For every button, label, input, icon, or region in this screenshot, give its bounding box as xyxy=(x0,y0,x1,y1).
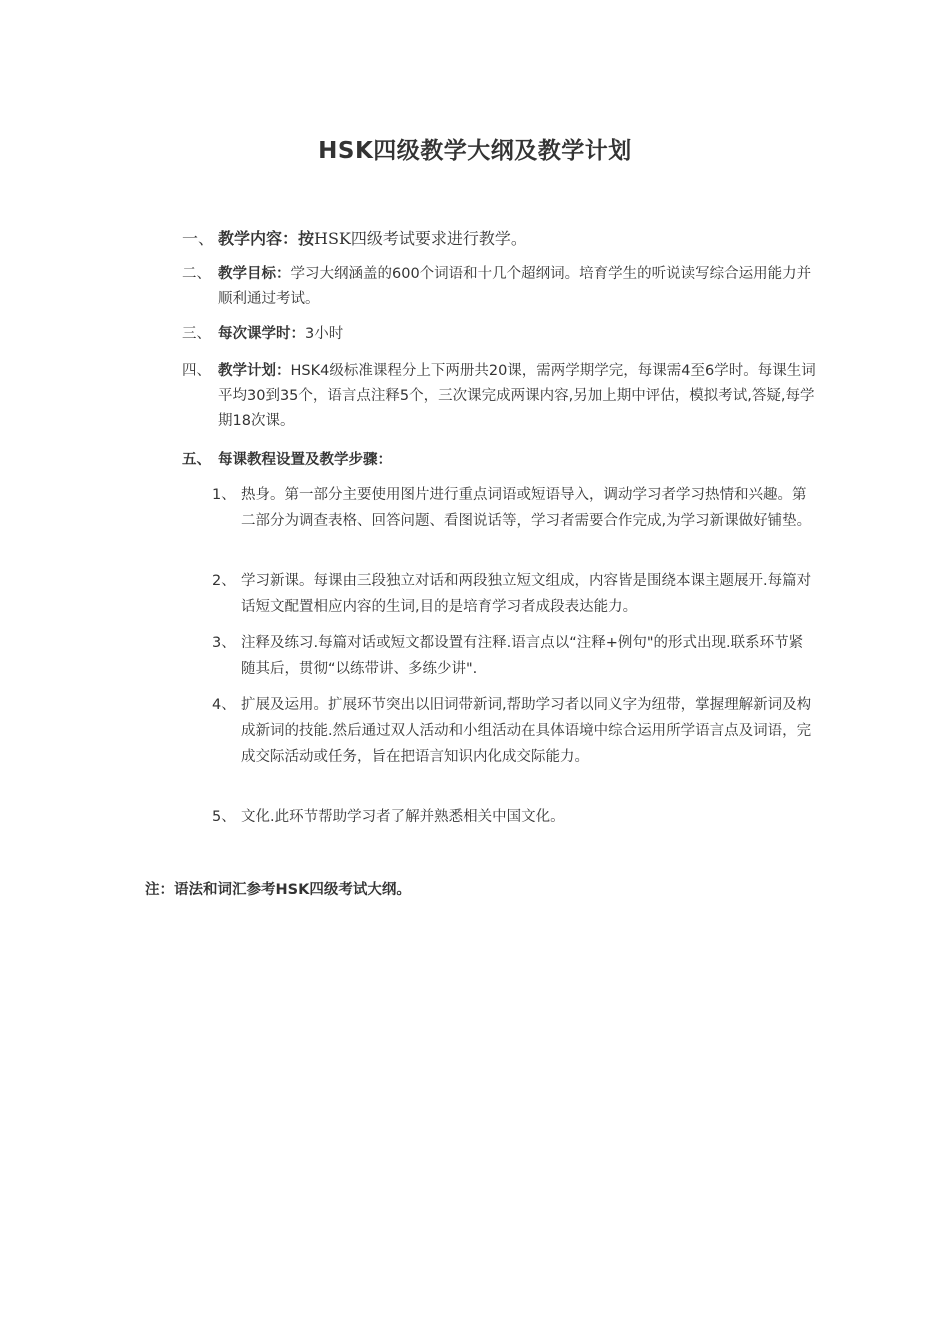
section-label: 每次课学时： xyxy=(218,326,305,342)
section-number: 五、 xyxy=(182,452,211,468)
step-number: 4、 xyxy=(212,697,236,713)
step-item-warmup xyxy=(212,482,812,534)
step-text: 扩展及运用。扩展环节突出以旧词带新词,帮助学习者以同义字为纽带，掌握理解新词及构成新词的技能.然后通过双人活动和小组活动在具体语境中综合运用所学语言点及词语，完成交际活动或任务，旨在把语言知识内化成交际能力。 xyxy=(241,697,812,765)
step-item-new-lesson xyxy=(212,568,812,620)
section-label: 教学目标： xyxy=(218,266,291,282)
step-number: 3、 xyxy=(212,635,236,651)
section-text: HSK4级标准课程分上下两册共20课，需两学期学完，每课需4至6学时。每课生词平均30到35个，语言点注释5个，三次课完成两课内容,另加上期中评估，模拟考试,答疑,每学期18次课。 xyxy=(218,363,816,429)
section-text: HSK四级考试要求进行教学。 xyxy=(314,229,527,248)
section-text: 3小时 xyxy=(305,326,344,342)
step-text: 学习新课。每课由三段独立对话和两段独立短文组成，内容皆是围绕本课主题展开.每篇对话短文配置相应内容的生词,目的是培育学习者成段表达能力。 xyxy=(241,573,812,615)
section-text: 学习大纲涵盖的600个词语和十几个超纲词。培育学生的听说读写综合运用能力并顺利通过考试。 xyxy=(218,266,812,307)
step-text: 文化.此环节帮助学习者了解并熟悉相关中国文化。 xyxy=(241,809,565,825)
step-item-extension xyxy=(212,692,812,770)
step-text: 热身。第一部分主要使用图片进行重点词语或短语导入，调动学习者学习热情和兴趣。第二部分为调查表格、回答问题、看图说话等，学习者需要合作完成,为学习新课做好铺垫。 xyxy=(241,487,812,529)
section-label: 每课教程设置及教学步骤： xyxy=(218,452,392,468)
page-title: HSK四级教学大纲及教学计划 xyxy=(318,138,632,164)
step-text: 注释及练习.每篇对话或短文都设置有注释.语言点以“注释+例句"的形式出现.联系环节紧随其后，贯彻“以练带讲、多练少讲". xyxy=(241,635,804,677)
section-label: 教学内容：按 xyxy=(218,229,315,248)
section-lesson-steps xyxy=(182,448,822,473)
step-number: 5、 xyxy=(212,809,236,825)
section-number: 一、 xyxy=(182,229,215,248)
section-teaching-content xyxy=(182,226,822,251)
step-number: 1、 xyxy=(212,487,236,503)
section-teaching-plan xyxy=(182,359,822,434)
section-number: 二、 xyxy=(182,266,211,282)
footnote: 注：语法和词汇参考HSK四级考试大纲。 xyxy=(145,882,411,898)
section-label: 教学计划： xyxy=(218,363,291,379)
step-item-notes-practice xyxy=(212,630,812,682)
step-number: 2、 xyxy=(212,573,236,589)
section-number: 三、 xyxy=(182,326,211,342)
section-number: 四、 xyxy=(182,363,211,379)
section-class-hours xyxy=(182,322,822,347)
step-item-culture xyxy=(212,804,812,830)
section-teaching-goal xyxy=(182,262,822,312)
